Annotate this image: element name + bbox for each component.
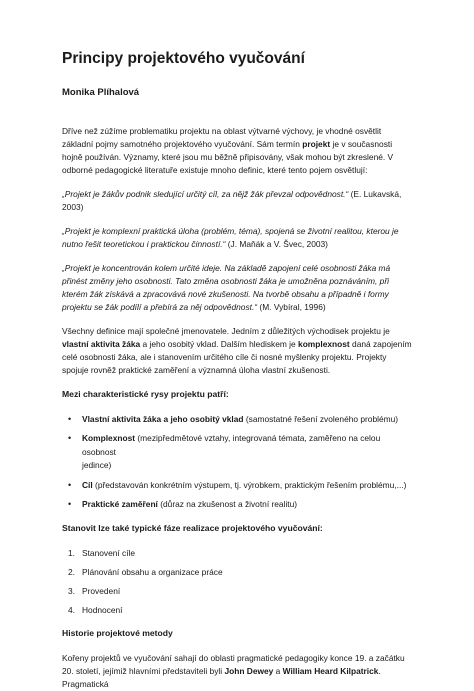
- summary-text-e: daná zapojením celé osobnosti žáka, ale i stanovením určitého cíle či nosné myšlenky projektu. Projekty spojuje rovněž praktické zaměření a významná úloha vlastní zkušenosti.: [62, 338, 412, 375]
- intro-text-c: je v současnosti hojně používán. Významy, které jsou mu běžně připisovány, však mohou být zkreslené. V odborné pedagogické literatuře existuje mnoho definic, které tento pojem osvětlují:: [62, 138, 394, 175]
- list-item: [62, 432, 412, 473]
- quote-source: (M. Vybíral, 1996): [257, 301, 326, 312]
- phases-list: [62, 547, 412, 617]
- list-item: [62, 604, 412, 617]
- history-text-c: a: [273, 665, 283, 676]
- feature-description: (důraz na zkušenost a životní realitu): [157, 499, 298, 510]
- definition-quote: [62, 225, 412, 251]
- definition-quote: [62, 188, 412, 214]
- intro-paragraph: [62, 125, 412, 177]
- intro-term-projekt: projekt: [302, 138, 331, 149]
- list-item: [62, 566, 412, 579]
- list-item: [62, 498, 412, 512]
- list-number: 1.: [68, 547, 75, 558]
- history-text-a: Kořeny projektů ve vyučování sahají do oblasti pragmatické pedagogiky konce 19. a začátku 20. století, jejímiž hlavními představiteli byli: [62, 652, 405, 676]
- list-number: 4.: [68, 604, 75, 615]
- feature-description-continued: jedince): [82, 460, 112, 471]
- quote-source: (E. Lukavská, 2003): [62, 188, 402, 212]
- summary-paragraph: [62, 325, 412, 377]
- phase-label: Plánování obsahu a organizace práce: [82, 566, 223, 577]
- feature-description: (samostatné řešení zvoleného problému): [243, 413, 399, 424]
- phase-label: Provedení: [82, 585, 121, 596]
- summary-term-aktivita: vlastní aktivita žáka: [62, 338, 141, 349]
- intro-text-a: Dříve než zúžíme problematiku projektu na oblast výtvarné výchovy, je vhodné osvětlit základní pojmy samotného projektového vyučování. Sám termín: [62, 125, 382, 149]
- feature-term: Praktické zaměření: [82, 499, 158, 510]
- summary-term-komplexnost: komplexnost: [298, 338, 350, 349]
- list-item: [62, 547, 412, 560]
- phase-label: Hodnocení: [82, 604, 123, 615]
- history-heading: Historie projektové metody: [62, 627, 173, 638]
- quote-text: „Projekt je žákův podnik sledující určitý cíl, za nějž žák převzal odpovědnost.“: [62, 188, 349, 199]
- list-number: 2.: [68, 566, 75, 577]
- bullet-icon: •: [68, 413, 72, 424]
- document-title: Principy projektového vyučování: [62, 50, 305, 67]
- summary-text-a: Všechny definice mají společné jmenovatele. Jedním z důležitých východisek projektu je: [62, 325, 390, 336]
- bullet-icon: •: [68, 433, 72, 444]
- feature-term: Cíl: [82, 479, 93, 490]
- feature-description: (mezipředmětové vztahy, integrovaná témata, zaměřeno na celou osobnost: [82, 433, 381, 457]
- feature-description: (představován konkrétním výstupem, tj. výrobkem, praktickým řešením problému,...): [92, 479, 407, 490]
- summary-text-c: a jeho osobitý vklad. Dalším hlediskem je: [140, 338, 299, 349]
- phase-label: Stanovení cíle: [82, 547, 136, 558]
- quote-source: (J. Maňák a V. Švec, 2003): [225, 238, 328, 249]
- history-name-dewey: John Dewey: [224, 665, 274, 676]
- history-name-kilpatrick: William Heard Kilpatrick: [282, 665, 379, 676]
- quote-text: „Projekt je komplexní praktická úloha (problém, téma), spojená se životní realitou, kterou je nutno řešit teoretickou i praktickou činností.“: [62, 225, 399, 249]
- history-text-e: . Pragmatická: [62, 665, 381, 689]
- features-list: [62, 413, 412, 512]
- definition-quote: [62, 262, 412, 314]
- list-item: [62, 479, 412, 493]
- phases-heading: Stanovit lze také typické fáze realizace projektového vyučování:: [62, 522, 323, 533]
- history-paragraph: [62, 652, 412, 691]
- quote-text: „Projekt je koncentrován kolem určité ideje. Na základě zapojení celé osobnosti žáka má přinést změny jeho osobnosti. Tato změna osobnosti žáka je umožněna poznáváním, při kterém žák získává a zpracovává nové zkušenosti. Na tvorbě obsahu a případně i formy projektu se žák podílí a přebírá za něj odpovědnost.“: [62, 262, 391, 312]
- bullet-icon: •: [68, 499, 72, 510]
- list-number: 3.: [68, 585, 75, 596]
- bullet-icon: •: [68, 479, 72, 490]
- list-item: [62, 585, 412, 598]
- author-name: Monika Plíhalová: [62, 86, 140, 98]
- feature-term: Komplexnost: [82, 433, 136, 444]
- feature-term: Vlastní aktivita žáka a jeho osobitý vklad: [82, 413, 244, 424]
- features-heading: Mezi charakteristické rysy projektu patří:: [62, 388, 229, 399]
- list-item: [62, 413, 412, 427]
